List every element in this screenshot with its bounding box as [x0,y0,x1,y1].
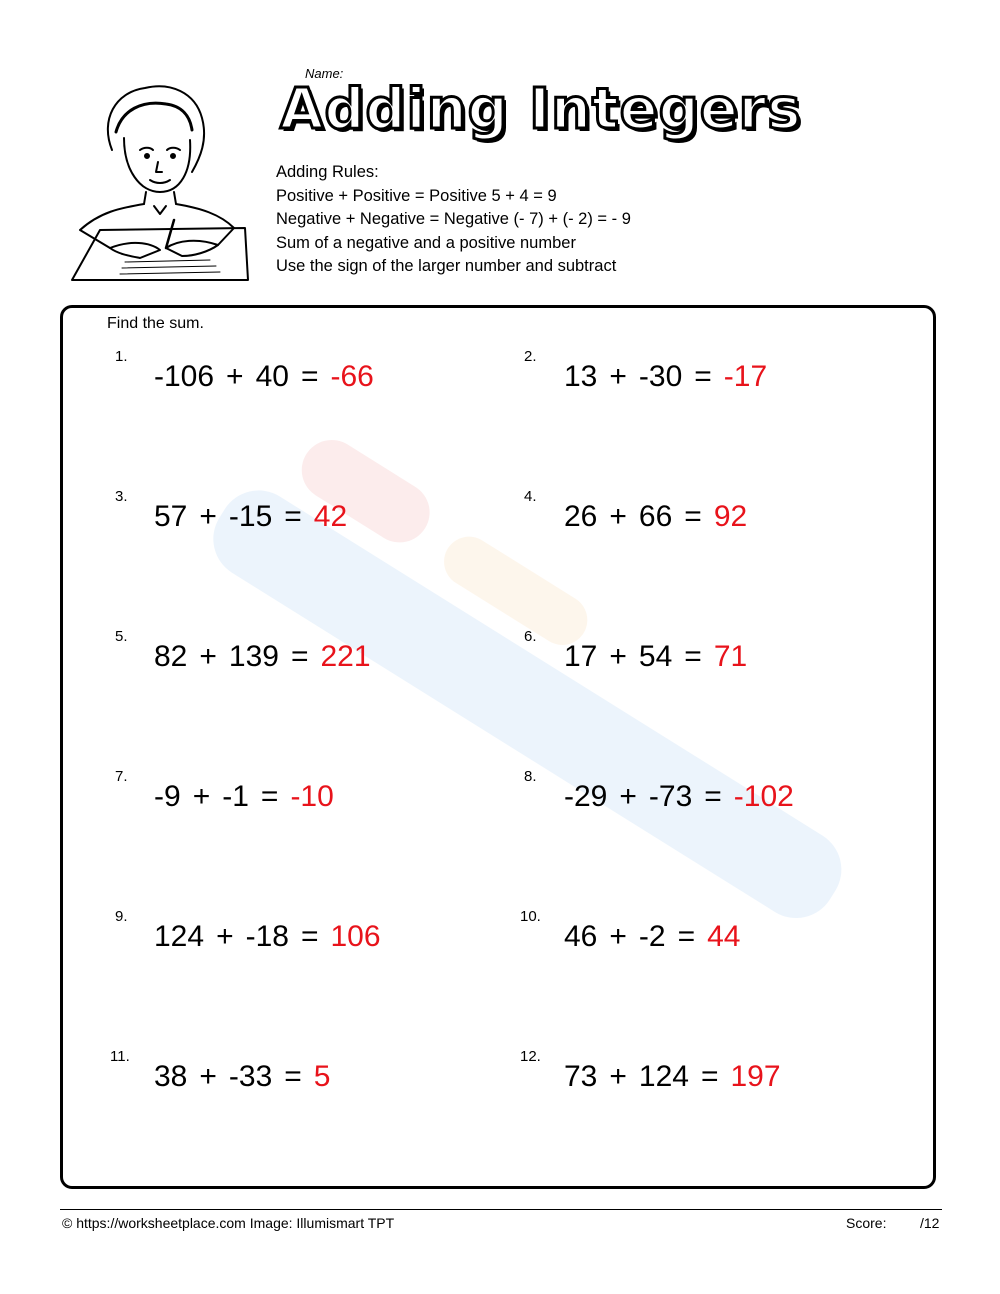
problem-number: 4. [524,488,537,505]
plus-sign: + [199,640,217,673]
problem-number: 1. [115,348,128,365]
equals-sign: = [284,1060,302,1093]
addend-b: -15 [228,500,273,533]
answer: -10 [290,780,334,813]
rules-heading: Adding Rules: [276,163,379,181]
name-label: Name: [305,66,344,81]
equals-sign: = [290,640,309,673]
problem-number: 8. [524,768,537,785]
equals-sign: = [684,640,702,673]
addend-b: -1 [222,780,249,813]
equals-sign: = [300,360,319,393]
plus-sign: + [216,920,234,953]
plus-sign: + [609,1060,627,1093]
equation [154,780,346,814]
problem-number: 10. [520,908,541,925]
addend-a: 57 [154,500,188,533]
addend-a: 26 [564,500,598,533]
addend-a: -106 [154,360,215,393]
equation [564,640,759,674]
student-writing-illustration [70,80,250,290]
equals-sign: = [300,920,319,953]
problem-number: 5. [115,628,128,645]
addend-a: 13 [564,360,598,393]
plus-sign: + [619,780,637,813]
answer: 92 [713,500,748,533]
plus-sign: + [199,500,217,533]
answer: 44 [707,920,741,953]
problem-number: 11. [110,1048,130,1065]
addend-b: -2 [638,920,666,953]
answer: 71 [713,640,748,673]
equation [564,360,779,394]
plus-sign: + [199,1060,217,1093]
equation [564,1060,793,1094]
equals-sign: = [284,500,302,533]
equals-sign: = [677,920,696,953]
problem-number: 12. [520,1048,541,1065]
plus-sign: + [609,360,627,393]
plus-sign: + [609,640,627,673]
score-total: /12 [920,1215,940,1231]
answer: 42 [313,500,348,533]
answer: -102 [733,780,794,813]
plus-sign: + [609,500,627,533]
addend-b: 66 [638,500,673,533]
plus-sign: + [192,780,211,813]
plus-sign: + [609,920,627,953]
addend-a: 82 [154,640,188,673]
equals-sign: = [700,1060,719,1093]
instructions: Find the sum. [107,315,204,332]
rule-mixed-signs: Sum of a negative and a positive number [276,233,576,252]
rule-negative-negative: Negative + Negative = Negative (- 7) + (- 2) = - 9 [276,210,631,228]
equation [154,500,359,534]
equation [154,920,393,954]
adding-rules [276,161,631,279]
problem-number: 3. [115,488,128,505]
rule-positive-positive: Positive + Positive = Positive 5 + 4 = 9 [276,186,557,205]
problem-number: 2. [524,348,537,365]
addend-b: -18 [245,920,289,953]
problem-number: 9. [115,908,128,925]
answer: 5 [313,1060,331,1093]
equation [564,920,753,954]
addend-b: -73 [648,780,693,813]
footer-credit: © https://worksheetplace.com Image: Illumismart TPT [62,1215,395,1231]
equals-sign: = [684,500,702,533]
equals-sign: = [704,780,722,813]
addend-b: 139 [228,640,279,673]
addend-a: 17 [564,640,598,673]
equation [564,500,759,534]
addend-a: -29 [564,780,608,813]
equation [154,1060,342,1094]
answer: 197 [730,1060,781,1093]
equation [154,640,383,674]
addend-a: 46 [564,920,598,953]
answer: 221 [320,640,371,673]
footer-divider [60,1209,942,1210]
equals-sign: = [260,780,279,813]
score-label: Score: [846,1215,887,1231]
answer: -17 [723,360,768,393]
page-title: Adding Integers [280,77,802,142]
addend-b: 124 [638,1060,689,1093]
addend-a: 124 [154,920,205,953]
equation [154,360,386,394]
addend-a: -9 [154,780,181,813]
addend-b: -33 [228,1060,273,1093]
equals-sign: = [694,360,712,393]
addend-b: 40 [255,360,289,393]
plus-sign: + [226,360,244,393]
problem-number: 7. [115,768,128,785]
addend-b: -30 [638,360,683,393]
problem-number: 6. [524,628,537,645]
addend-b: 54 [638,640,673,673]
answer: 106 [330,920,381,953]
addend-a: 73 [564,1060,598,1093]
answer: -66 [330,360,374,393]
rule-larger-sign: Use the sign of the larger number and subtract [276,257,617,275]
equation [564,780,806,814]
addend-a: 38 [154,1060,188,1093]
